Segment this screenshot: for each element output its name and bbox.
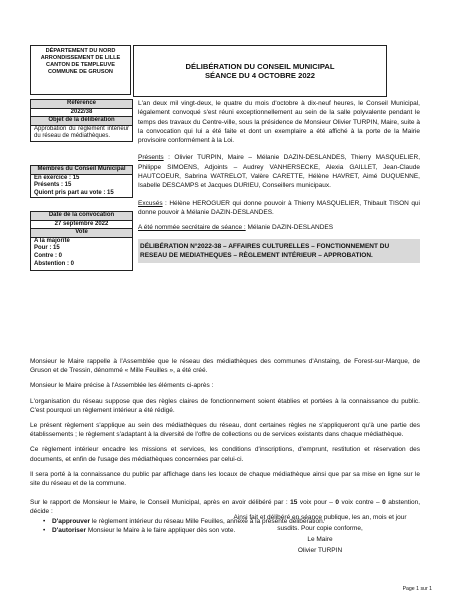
header-title-box xyxy=(133,45,387,97)
body-paragraph-2: Monsieur le Maire précise à l'Assemblée les éléments ci-après : xyxy=(30,382,214,390)
deliberation-body xyxy=(30,357,420,535)
decision-text: Monsieur le Maire à le faire appliquer dès son vote. xyxy=(86,526,236,534)
canton-line: CANTON DE TEMPLEUVE xyxy=(46,62,115,68)
session-date: SÉANCE DU 4 OCTOBRE 2022 xyxy=(204,71,315,80)
vote-for: Pour : 15 xyxy=(34,245,60,252)
presents-text: : Olivier TURPIN, Maire – Mélanie DAZIN-DESLANDES, Thierry MASQUELIER, Philippe SIMOENS, Adjoints – Audrey VANHERSECKE, Alexia GAILLET, Jean-Claude HAUTCOEUR, Sabrina WATRELOT, Valère CARETTE, Hélène HAVRET, Aimé DUQUENNE, Isabelle DESCAMPS et Jacques DURIEU, Conseillers municipaux. xyxy=(138,154,420,190)
signature-block xyxy=(210,512,430,556)
commune-line: COMMUNE DE GRUSON xyxy=(48,69,113,75)
presents-label: Présents xyxy=(138,154,164,162)
session-details xyxy=(138,99,420,263)
vote-for-count: 15 xyxy=(290,499,298,507)
secretary-text: Mélanie DAZIN-DESLANDES xyxy=(245,224,334,232)
decision-text: le règlement intérieur du réseau Mille Feuilles, annexé à la présente délibération. xyxy=(90,517,325,525)
reference-label: Référence xyxy=(31,100,132,108)
decision-verb: D'approuver xyxy=(52,517,91,525)
convocation-date: 27 septembre 2022 xyxy=(31,220,132,229)
deliberation-title: DÉLIBÉRATION N°2022-38 – AFFAIRES CULTURELLES – FONCTIONNEMENT DU RESEAU DE MEDIATHEQUES – RÈGLEMENT INTÉRIEUR – APPROBATION. xyxy=(138,239,420,264)
reference-box xyxy=(30,99,133,142)
signature-line: susdits. Pour copie conforme, xyxy=(277,525,363,532)
vote-label: Vote xyxy=(31,228,132,237)
convocation-label: Date de la convocation xyxy=(31,212,132,220)
department-line: DÉPARTEMENT DU NORD xyxy=(45,48,116,54)
body-paragraph-6: Il sera porté à la connaissance du public par affichage dans les locaux de chaque médiathèque ainsi que par sa mise en ligne sur le site du réseau et de la commune. xyxy=(30,470,420,488)
members-voting: Quiont pris part au vote : 15 xyxy=(34,189,114,196)
secretary-label: A été nommée secrétaire de séance : xyxy=(138,224,246,232)
members-in-office: En exercice : 15 xyxy=(31,174,132,183)
secretary-paragraph xyxy=(138,223,420,232)
vote-text: voix pour – xyxy=(297,499,336,507)
object-label: Objet de la délibération xyxy=(31,116,132,125)
arrondissement-line: ARRONDISSEMENT DE LILLE xyxy=(40,55,121,61)
vote-text: Sur le rapport de Monsieur le Maire, le Conseil Municipal, après en avoir délibéré par : xyxy=(30,499,291,507)
decision-verb: D'autoriser xyxy=(52,526,87,534)
reference-value: 2022/38 xyxy=(31,108,132,117)
mayor-title: Le Maire xyxy=(307,536,333,543)
vote-abstention-count: 0 xyxy=(382,499,386,507)
vote-majority: A la majorité xyxy=(31,237,132,246)
object-text: Approbation du règlement intérieur du réseau de médiathèques. xyxy=(31,125,132,141)
body-paragraph-3: L'organisation du réseau suppose que des règles claires de fonctionnement soient établies et portées à la connaissance du public. C'est pourquoi un règlement intérieur a été rédigé. xyxy=(30,397,420,414)
vote-text: voix contre – xyxy=(339,499,383,507)
presents-paragraph xyxy=(138,153,420,190)
intro-paragraph: L'an deux mil vingt-deux, le quatre du mois d'octobre à dix-neuf heures, le Conseil Municipal, légalement convoqué s'est réuni exceptionnellement au sein de la salle polyvalente pendant le temps des travaux du Centre-ville, sous la présidence de Monsieur Olivier TURPIN, Maire, suite à la convocation qui lui a été faite et dont un exemplaire a été affiché à la porte de la Mairie provisoire conformément à la Loi. xyxy=(138,100,420,145)
vote-text: abstention, décide : xyxy=(30,499,420,516)
vote-against: Contre : 0 xyxy=(34,252,63,259)
mayor-name: Olivier TURPIN xyxy=(297,547,343,554)
body-paragraph-1: Monsieur le Maire rappelle à l'Assemblée que le réseau des médiathèques des communes d'Anstaing, de Forest-sur-Marque, de Gruson et de Tressin, dénommé « Mille Feuilles », a été créé. xyxy=(30,358,420,375)
excuses-paragraph xyxy=(138,199,420,218)
vote-abstention: Abstention : 0 xyxy=(34,260,74,267)
convocation-box xyxy=(30,211,133,271)
excuses-text: : Hélène HEROGUER qui donne pouvoir à Thierry MASQUELIER, Thibault TISON qui donne pouvoir à Mélanie DAZIN-DESLANDES. xyxy=(138,199,420,216)
document-title: DÉLIBÉRATION DU CONSEIL MUNICIPAL xyxy=(185,61,335,71)
members-box xyxy=(30,165,133,198)
members-label: Membres du Conseil Municipal xyxy=(31,166,132,174)
body-paragraph-4: Le présent règlement s'applique au sein des médiathèques du réseau, dont certaines règles ne s'appliqueront qu'à une partie des établissements ; le règlement s'adaptant à la diversité de l'offre de collections ou de services existants dans chaque médiathèque. xyxy=(30,422,420,439)
body-paragraph-5: Ce règlement intérieur encadre les missions et services, les conditions d'inscriptions, d'emprunt, restitution et réservation des documents, et enfin de l'usage des médiathèques concernées par celui-ci. xyxy=(30,446,420,463)
excuses-label: Excusés xyxy=(138,199,163,207)
members-present: Présents : 15 xyxy=(34,182,72,189)
vote-against-count: 0 xyxy=(335,499,340,507)
header-admin-box xyxy=(30,45,131,95)
signature-line: Ainsi fait et délibéré en séance publique, les an, mois et jour xyxy=(233,514,407,521)
page-number: Page 1 sur 1 xyxy=(402,586,432,592)
